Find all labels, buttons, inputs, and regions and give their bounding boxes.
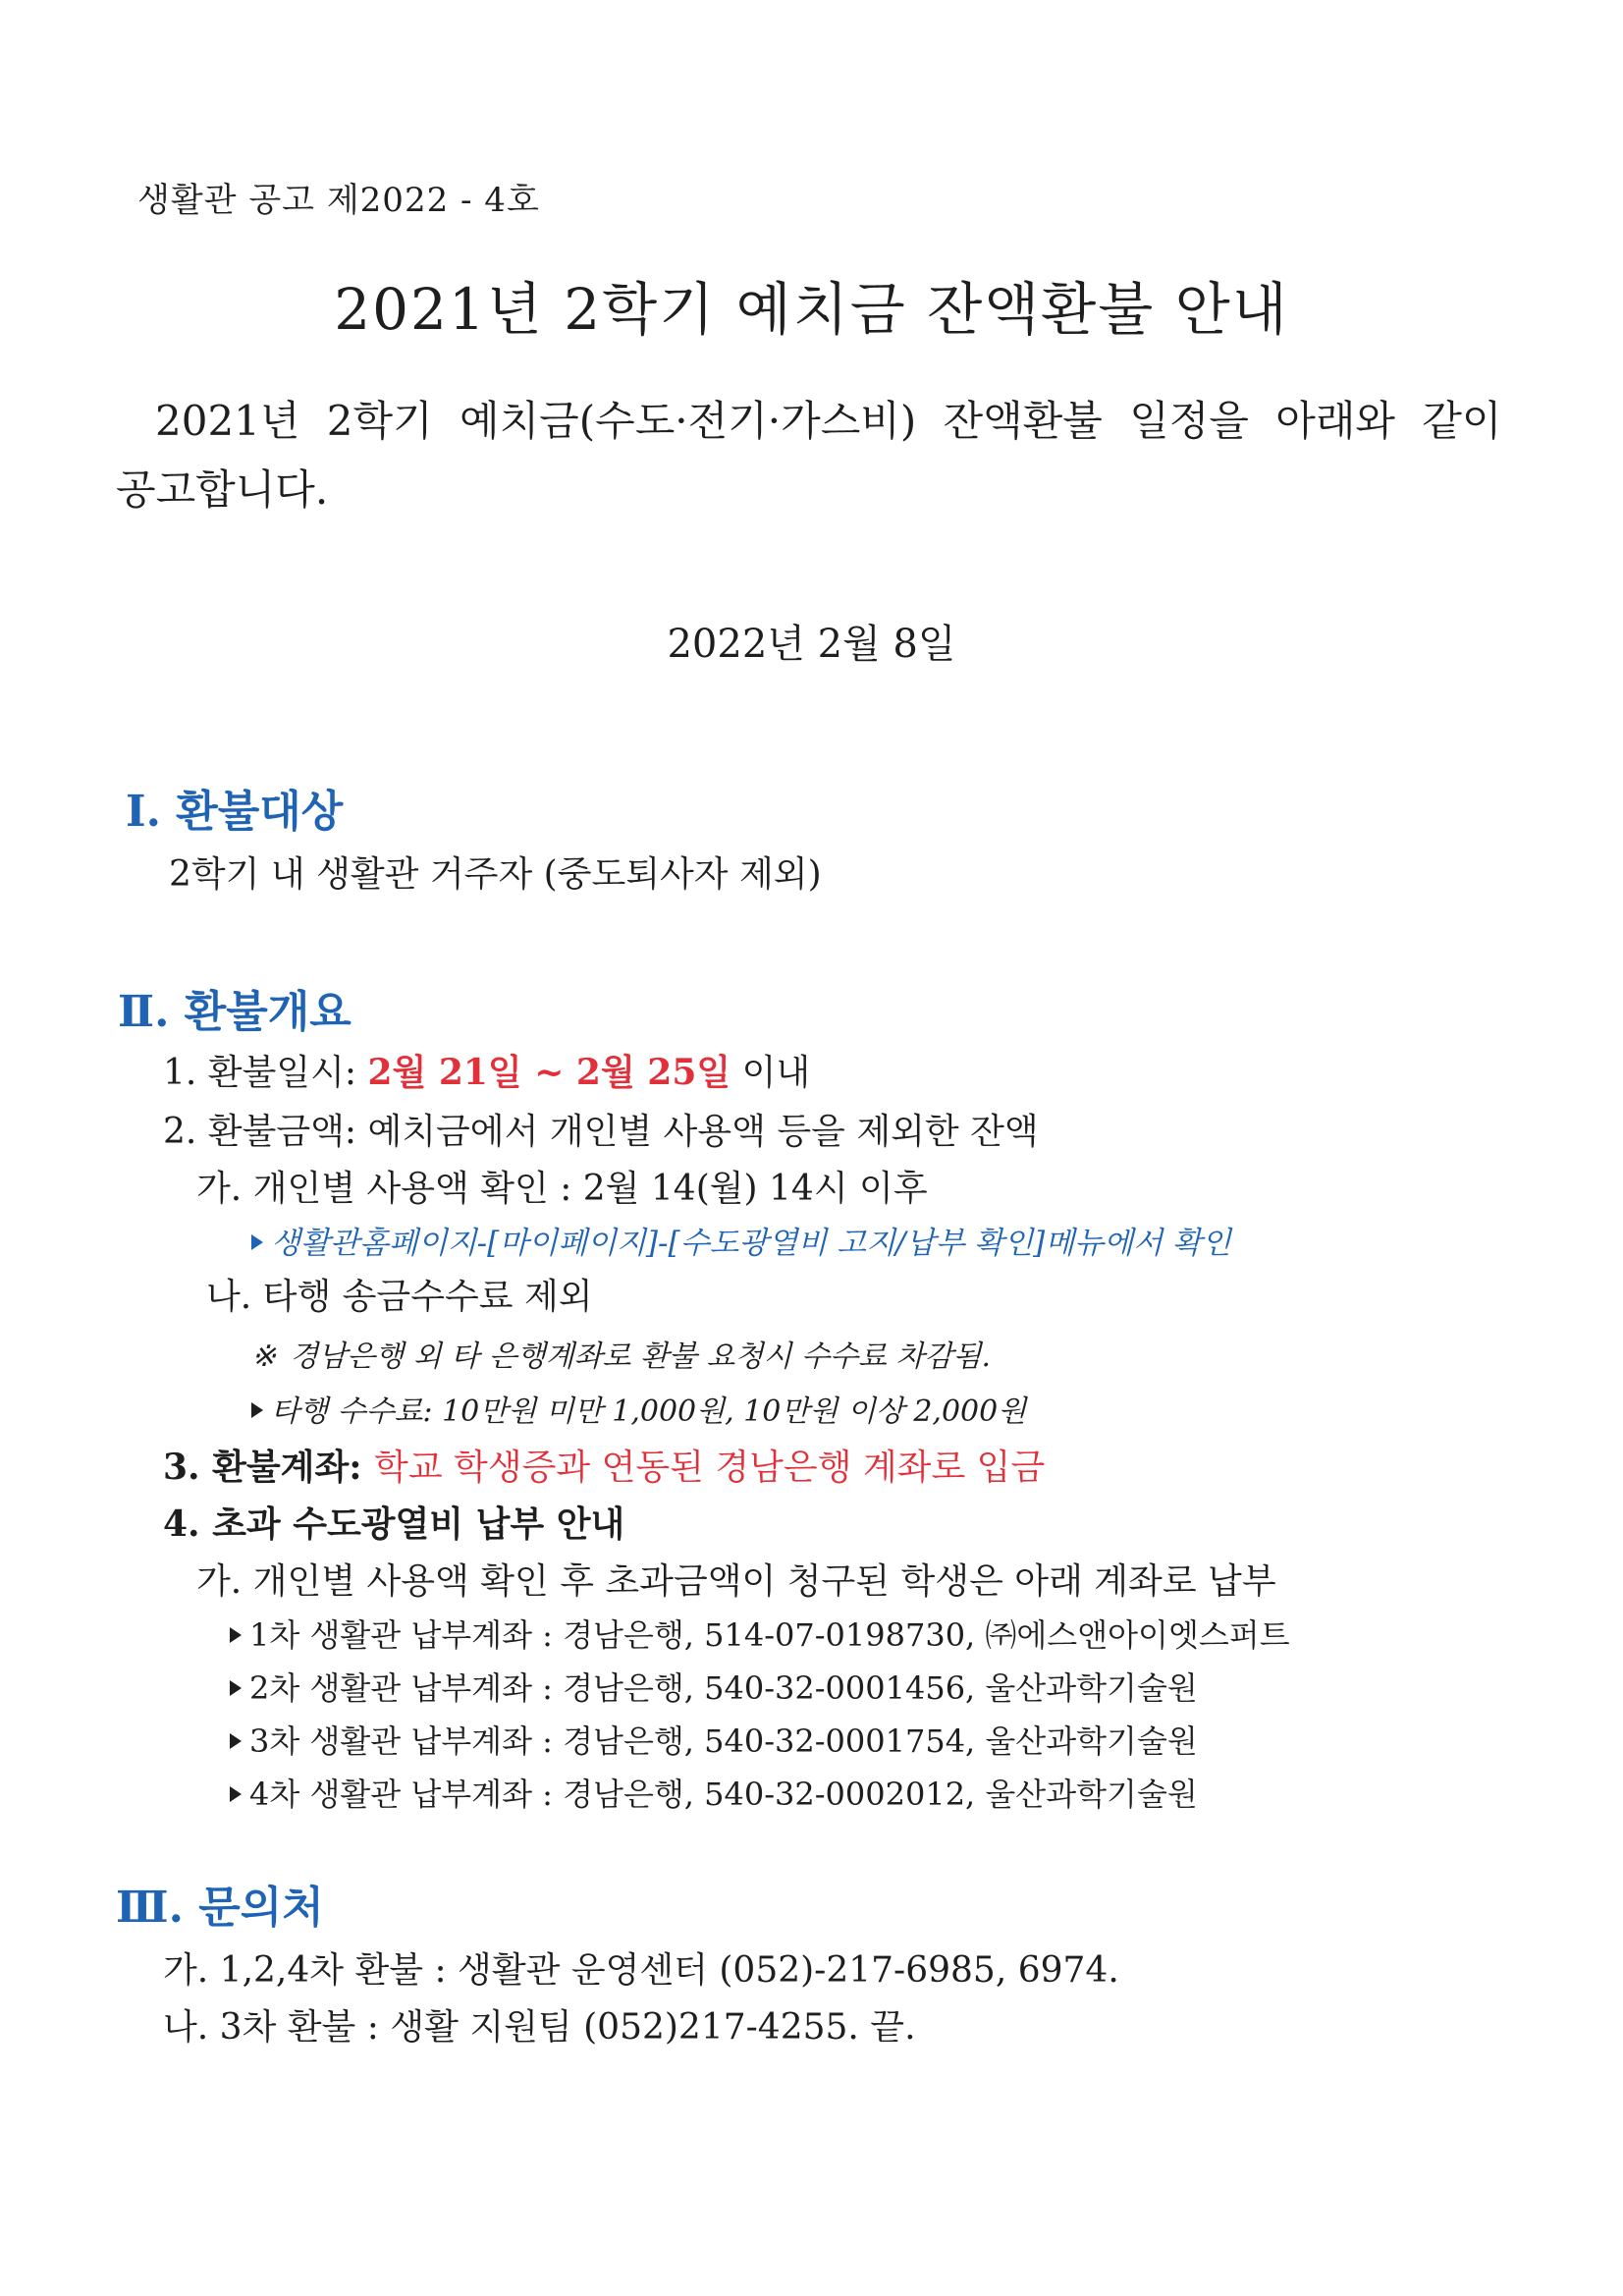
- account-list-item: [230, 1770, 1198, 1815]
- section-2-heading: Ⅱ. 환불개요: [118, 987, 352, 1037]
- notice-number: 생활관 공고 제2022 - 4호: [137, 181, 540, 220]
- refund-amount-item: 2. 환불금액: 예치금에서 개인별 사용액 등을 제외한 잔액: [163, 1112, 1039, 1152]
- transfer-fee-item: 나. 타행 송금수수료 제외: [206, 1277, 593, 1317]
- section-3-heading: Ⅲ. 문의처: [116, 1883, 324, 1933]
- intro-line-2: 공고합니다.: [116, 465, 329, 514]
- usage-check-note-text: 생활관홈페이지-[마이페이지]-[수도광열비 고지/납부 확인]메뉴에서 확인: [271, 1226, 1231, 1261]
- arrow-right-icon: [251, 1402, 263, 1418]
- excess-payment-instruction: 가. 개인별 사용액 확인 후 초과금액이 청구된 학생은 아래 계좌로 납부: [196, 1561, 1276, 1602]
- refund-date-suffix: 이내: [730, 1053, 811, 1093]
- account-2: 2차 생활관 납부계좌 : 경남은행, 540-32-0001456, 울산과학기술원: [249, 1669, 1198, 1707]
- refund-account-label: 3. 환불계좌:: [163, 1447, 375, 1488]
- section-1-heading: Ⅰ. 환불대상: [126, 787, 344, 837]
- account-list-item: [230, 1717, 1198, 1762]
- account-4: 4차 생활관 납부계좌 : 경남은행, 540-32-0002012, 울산과학기술원: [249, 1776, 1198, 1813]
- contact-line-a: 가. 1,2,4차 환불 : 생활관 운영센터 (052)-217-6985, 6974.: [163, 1950, 1119, 1991]
- arrow-right-icon: [230, 1733, 242, 1749]
- reference-mark-icon: ※: [251, 1339, 277, 1374]
- arrow-right-icon: [230, 1627, 242, 1643]
- refund-date-label: 1. 환불일시:: [163, 1053, 368, 1093]
- refund-account-value: 학교 학생증과 연동된 경남은행 계좌로 입금: [374, 1448, 1046, 1488]
- usage-check-item: 가. 개인별 사용액 확인 : 2월 14(월) 14시 이후: [196, 1169, 928, 1209]
- transfer-fee-note-2: [251, 1387, 1026, 1430]
- contact-line-b: 나. 3차 환불 : 생활 지원팀 (052)217-4255. 끝.: [163, 2007, 916, 2048]
- transfer-fee-note-1: [251, 1332, 991, 1375]
- transfer-fee-note-1-text: 경남은행 외 타 은행계좌로 환불 요청시 수수료 차감됨.: [290, 1339, 991, 1374]
- refund-account-item: [163, 1440, 1045, 1490]
- arrow-right-icon: [230, 1786, 242, 1802]
- intro-line-1: 2021년 2학기 예치금(수도·전기·가스비) 잔액환불 일정을 아래와 같이: [155, 397, 1502, 445]
- account-1: 1차 생활관 납부계좌 : 경남은행, 514-07-0198730, ㈜에스앤아이엣스퍼트: [249, 1616, 1290, 1654]
- account-list-item: [230, 1611, 1290, 1656]
- refund-date-item: [163, 1045, 810, 1095]
- usage-check-note: [251, 1218, 1231, 1262]
- section-1-text: 2학기 내 생활관 거주자 (중도퇴사자 제외): [169, 854, 822, 895]
- arrow-right-icon: [251, 1234, 263, 1250]
- notice-date: 2022년 2월 8일: [667, 622, 956, 667]
- excess-payment-item: 4. 초과 수도광열비 납부 안내: [163, 1503, 625, 1545]
- refund-date-value: 2월 21일 ~ 2월 25일: [367, 1052, 731, 1093]
- account-3: 3차 생활관 납부계좌 : 경남은행, 540-32-0001754, 울산과학기술원: [249, 1722, 1198, 1760]
- arrow-right-icon: [230, 1680, 242, 1696]
- transfer-fee-note-2-text: 타행 수수료: 10만원 미만 1,000원, 10만원 이상 2,000원: [271, 1394, 1027, 1429]
- account-list-item: [230, 1664, 1198, 1709]
- document-title: 2021년 2학기 예치금 잔액환불 안내: [334, 276, 1289, 343]
